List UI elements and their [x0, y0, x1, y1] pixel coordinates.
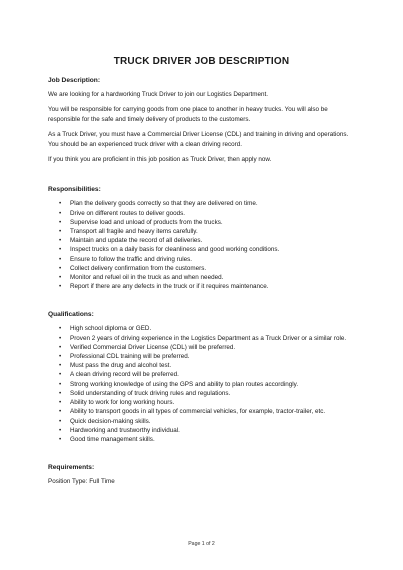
list-item [59, 426, 355, 435]
job-description-paragraph: We are looking for a hardworking Truck Driver to join our Logistics Department. [48, 91, 269, 98]
list-item [59, 389, 355, 398]
list-item [59, 343, 355, 352]
bullet-icon: • [59, 200, 62, 208]
responsibilities-heading: Responsibilities: [48, 186, 101, 194]
requirements-section [48, 464, 355, 486]
bullet-icon: • [59, 218, 62, 226]
job-description-section [48, 77, 355, 164]
page-number: Page 1 of 2 [188, 541, 215, 547]
requirements-heading: Requirements: [48, 464, 95, 472]
list-item-text: Verified Commercial Driver License (CDL) will be preferred. [70, 343, 236, 351]
qualifications-list [48, 324, 355, 444]
list-item [59, 199, 355, 208]
list-item-text: Ability to transport goods in all types of commercial vehicles, for example, tractor-trailer, etc. [70, 408, 326, 416]
job-description-paragraph: You will be responsible for carrying goods from one place to another in heavy trucks. You will also be responsible for the safe and timely delivery of products to the customers. [48, 106, 328, 123]
bullet-icon: • [59, 353, 62, 361]
bullet-icon: • [59, 274, 62, 282]
list-item [59, 417, 355, 426]
position-type: Position Type: Full Time [48, 478, 115, 486]
list-item [59, 407, 355, 416]
list-item [59, 361, 355, 370]
bullet-icon: • [59, 264, 62, 272]
bullet-icon: • [59, 417, 62, 425]
list-item-text: Inspect trucks on a daily basis for cleanliness and good working conditions. [70, 246, 280, 254]
list-item-text: Strong working knowledge of using the GPS and ability to plan routes accordingly. [70, 380, 299, 388]
job-description-paragraph: If you think you are proficient in this job position as Truck Driver, then apply now. [48, 156, 272, 164]
list-item [59, 398, 355, 407]
list-item [59, 264, 355, 273]
list-item-text: A clean driving record will be preferred. [70, 371, 179, 379]
bullet-icon: • [59, 228, 62, 236]
bullet-icon: • [59, 283, 62, 291]
bullet-icon: • [59, 343, 62, 351]
list-item [59, 209, 355, 218]
list-item-text: Supervise load and unload of products from the trucks. [70, 218, 223, 226]
list-item-text: Hardworking and trustworthy individual. [70, 426, 180, 434]
list-item-text: Good time management skills. [70, 435, 155, 443]
qualifications-heading: Qualifications: [48, 311, 94, 319]
list-item-text: High school diploma or GED. [70, 325, 152, 333]
list-item-text: Solid understanding of truck driving rules and regulations. [70, 389, 231, 397]
list-item-text: Drive on different routes to deliver goods. [70, 209, 186, 217]
bullet-icon: • [59, 325, 62, 333]
list-item [59, 435, 355, 444]
list-item [59, 324, 355, 333]
list-item [59, 245, 355, 254]
bullet-icon: • [59, 435, 62, 443]
bullet-icon: • [59, 255, 62, 263]
job-description-heading: Job Description: [48, 77, 101, 84]
list-item [59, 218, 355, 227]
bullet-icon: • [59, 362, 62, 370]
bullet-icon: • [59, 426, 62, 434]
list-item [59, 255, 355, 264]
list-item-text: Must pass the drug and alcohol test. [70, 362, 172, 370]
bullet-icon: • [59, 371, 62, 379]
list-item-text: Transport all fragile and heavy items carefully. [70, 228, 198, 236]
bullet-icon: • [59, 237, 62, 245]
list-item-text: Maintain and update the record of all deliveries. [70, 237, 203, 245]
bullet-icon: • [59, 380, 62, 388]
bullet-icon: • [59, 408, 62, 416]
list-item [59, 236, 355, 245]
list-item-text: Report if there are any defects in the truck or if it requires maintenance. [70, 283, 269, 291]
list-item [59, 380, 355, 389]
list-item-text: Professional CDL training will be preferred. [70, 353, 190, 361]
list-item-text: Ensure to follow the traffic and driving rules. [70, 255, 193, 263]
list-item [59, 227, 355, 236]
bullet-icon: • [59, 246, 62, 254]
list-item-text: Quick decision-making skills. [70, 417, 151, 425]
responsibilities-list [48, 199, 355, 291]
list-item [59, 370, 355, 379]
job-description-paragraph: As a Truck Driver, you must have a Commercial Driver License (CDL) and training in driving and operations. You should be an experienced truck driver with a clean driving record. [48, 131, 349, 148]
bullet-icon: • [59, 389, 62, 397]
list-item [59, 334, 355, 343]
bullet-icon: • [59, 334, 62, 342]
list-item [59, 282, 355, 291]
list-item-text: Ability to work for long working hours. [70, 399, 175, 407]
responsibilities-section [48, 186, 355, 291]
list-item [59, 352, 355, 361]
bullet-icon: • [59, 209, 62, 217]
document-title: TRUCK DRIVER JOB DESCRIPTION [113, 56, 290, 67]
list-item-text: Collect delivery confirmation from the customers. [70, 264, 207, 272]
list-item-text: Proven 2 years of driving experience in the Logistics Department as a Truck Driver or a similar role. [70, 334, 347, 342]
list-item-text: Monitor and refuel oil in the truck as and when needed. [70, 274, 224, 282]
list-item-text: Plan the delivery goods correctly so that they are delivered on time. [70, 200, 258, 208]
bullet-icon: • [59, 399, 62, 407]
qualifications-section [48, 311, 355, 444]
list-item [59, 273, 355, 282]
